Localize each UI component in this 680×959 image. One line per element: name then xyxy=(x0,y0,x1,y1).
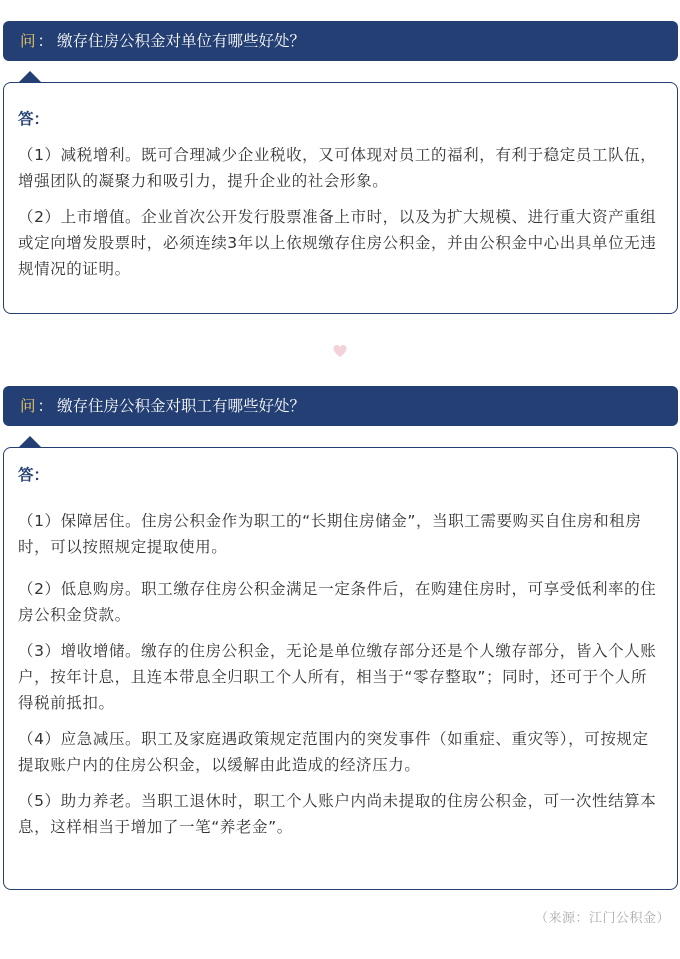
answer-paragraph: （4）应急减压。职工及家庭遇政策规定范围内的突发事件（如重症、重灾等），可按规定提取账户内的住房公积金，以缓解由此造成的经济压力。 xyxy=(18,730,649,774)
question-colon: ： xyxy=(37,397,54,415)
heart-divider-icon xyxy=(332,343,348,359)
answer-paragraph: （2）低息购房。职工缴存住房公积金满足一定条件后，在购建住房时，可享受低利率的住房公积金贷款。 xyxy=(18,580,657,624)
answer-box xyxy=(3,82,678,314)
question-prefix: 问 xyxy=(20,397,36,415)
answer-box xyxy=(3,447,678,890)
question-pointer xyxy=(19,71,41,82)
question-text: 缴存住房公积金对职工有哪些好处？ xyxy=(57,397,306,415)
answer-paragraph: （2）上市增值。企业首次公开发行股票准备上市时，以及为扩大规模、进行重大资产重组或定向增发股票时，必须连续3年以上依规缴存住房公积金，并由公积金中心出具单位无违规情况的证明。 xyxy=(18,208,657,278)
question-pointer xyxy=(19,436,41,447)
answer-label: 答： xyxy=(18,466,50,484)
question-bar xyxy=(3,21,678,61)
answer-paragraph: （3）增收增储。缴存的住房公积金，无论是单位缴存部分还是个人缴存部分，皆入个人账户，按年计息，且连本带息全归职工个人所有，相当于“零存整取”；同时，还可于个人所得税前抵扣。 xyxy=(18,642,657,712)
question-bar xyxy=(3,386,678,426)
question-prefix: 问 xyxy=(20,32,36,50)
answer-paragraph: （5）助力养老。当职工退休时，职工个人账户内尚未提取的住房公积金，可一次性结算本息，这样相当于增加了一笔“养老金”。 xyxy=(18,792,657,836)
source-credit: （来源：江门公积金） xyxy=(534,911,670,926)
question-colon: ： xyxy=(37,32,54,50)
question-text: 缴存住房公积金对单位有哪些好处？ xyxy=(57,32,306,50)
answer-paragraph: （1）保障居住。住房公积金作为职工的“长期住房储金”，当职工需要购买自住房和租房时，可以按照规定提取使用。 xyxy=(18,512,642,556)
answer-paragraph: （1）减税增利。既可合理减少企业税收，又可体现对员工的福利，有利于稳定员工队伍，增强团队的凝聚力和吸引力，提升企业的社会形象。 xyxy=(18,146,657,190)
answer-label: 答： xyxy=(18,110,50,128)
